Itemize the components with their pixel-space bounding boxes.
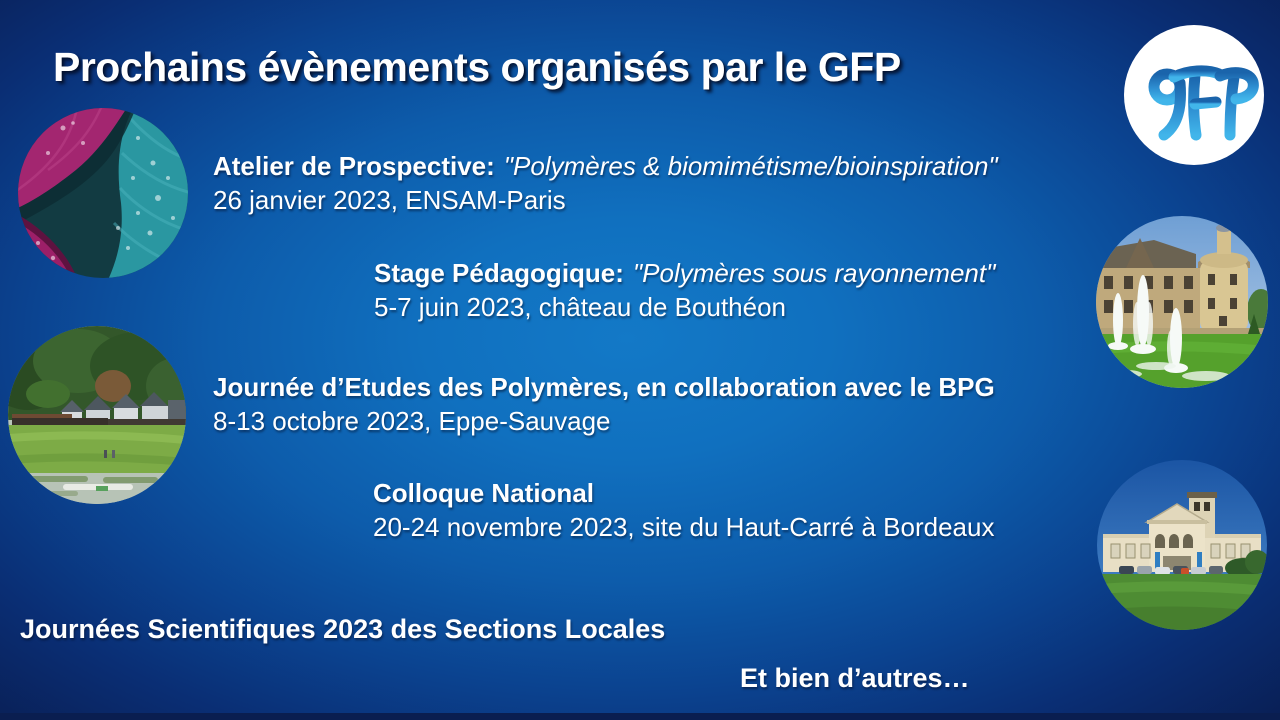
feathers-photo-image xyxy=(18,108,188,278)
event-subtitle: "Polymères & biomimétisme/bioinspiration" xyxy=(503,151,998,181)
event-details: 8-13 octobre 2023, Eppe-Sauvage xyxy=(213,406,611,436)
event-title-line xyxy=(373,476,994,510)
event-atelier-prospective xyxy=(213,149,998,217)
eppe-sauvage-photo-image xyxy=(8,326,186,504)
slide-title: Prochains évènements organisés par le GFP xyxy=(53,44,901,90)
eppe-sauvage-photo xyxy=(8,326,186,504)
event-details: 26 janvier 2023, ENSAM-Paris xyxy=(213,185,566,215)
event-details: 5-7 juin 2023, château de Bouthéon xyxy=(374,292,787,322)
gfp-logo-icon xyxy=(1122,23,1266,167)
event-title: Atelier de Prospective: xyxy=(213,151,495,181)
event-title: Colloque National xyxy=(373,478,594,508)
more-events-text: Et bien d’autres… xyxy=(740,663,970,693)
chateau-boutheon-photo xyxy=(1096,216,1268,388)
chateau-boutheon-photo-image xyxy=(1096,216,1268,388)
event-title: Journée d’Etudes des Polymères, en collaboration avec le BPG xyxy=(213,372,995,402)
event-details: 20-24 novembre 2023, site du Haut-Carré à Bordeaux xyxy=(373,512,995,542)
event-title: Stage Pédagogique: xyxy=(374,258,624,288)
event-subtitle: "Polymères sous rayonnement" xyxy=(632,258,996,288)
event-title-line xyxy=(213,370,995,404)
event-journee-etudes xyxy=(213,370,995,438)
event-title-line xyxy=(213,149,998,183)
event-stage-pedagogique xyxy=(374,256,995,324)
haut-carre-photo-image xyxy=(1097,460,1267,630)
event-title-line xyxy=(374,256,995,290)
gfp-logo xyxy=(1122,23,1266,167)
event-colloque-national xyxy=(373,476,994,544)
haut-carre-photo xyxy=(1097,460,1267,630)
bottom-edge-strip xyxy=(0,713,1280,720)
sections-locales-text: Journées Scientifiques 2023 des Sections Locales xyxy=(20,614,666,644)
feathers-photo xyxy=(18,108,188,278)
